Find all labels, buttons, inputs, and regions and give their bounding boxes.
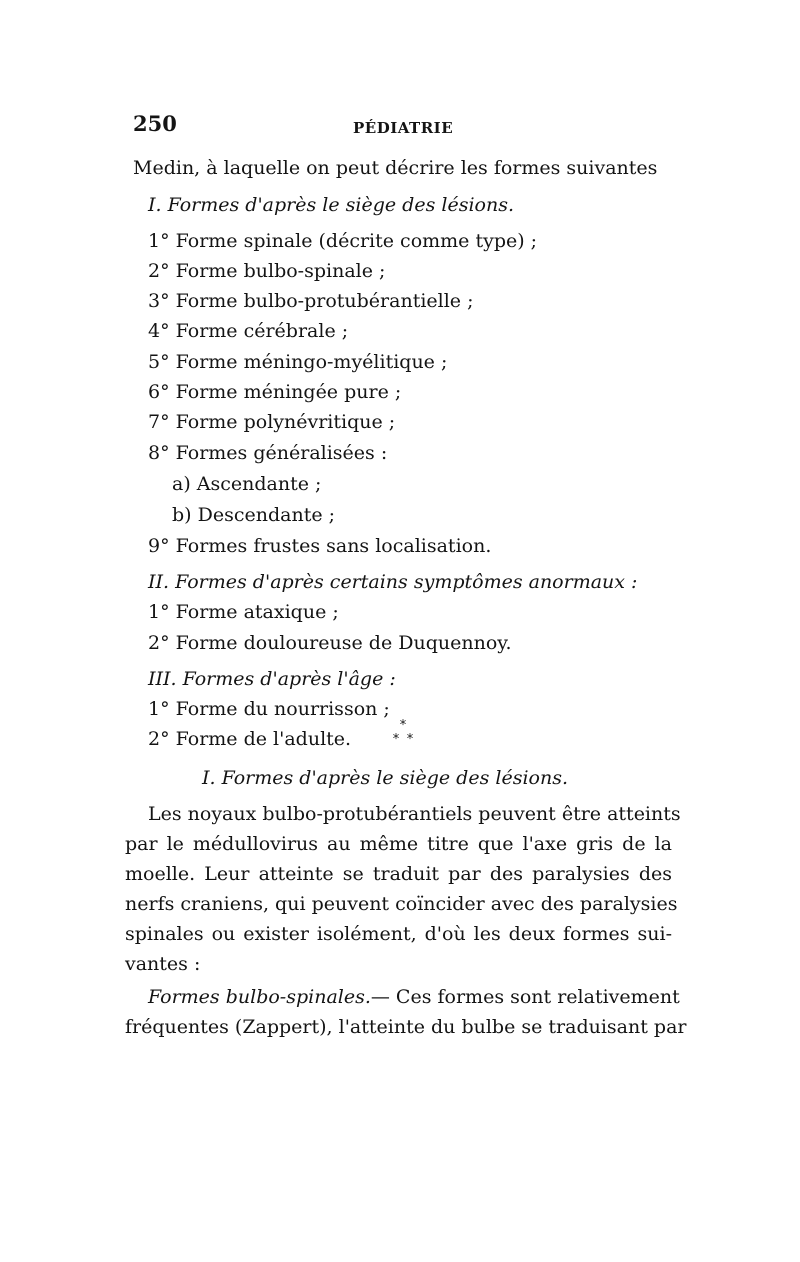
list-item: 7° Forme polynévritique ;	[148, 411, 396, 433]
list-heading-symptomes: II. Formes d'après certains symptômes anormaux :	[148, 571, 638, 593]
running-head: PÉDIATRIE	[353, 119, 454, 137]
asterism-ornament	[388, 718, 418, 748]
list-item: 8° Formes généralisées :	[148, 442, 388, 464]
intro-line: Medin, à laquelle on peut décrire les formes suivantes	[133, 157, 658, 179]
paragraph-line: fréquentes (Zappert), l'atteinte du bulbe se traduisant par	[125, 1016, 687, 1038]
list-item: 6° Forme méningée pure ;	[148, 381, 402, 403]
paragraph2-first-line	[148, 985, 680, 1009]
section-title: I. Formes d'après le siège des lésions.	[202, 767, 568, 789]
paragraph-line: par le médullovirus au même titre que l'axe gris de la	[125, 833, 672, 855]
list-item: 4° Forme cérébrale ;	[148, 320, 349, 342]
list-heading-siege: I. Formes d'après le siège des lésions.	[148, 194, 514, 216]
list-subitem: a) Ascendante ;	[172, 473, 322, 495]
paragraph-line: Les noyaux bulbo-protubérantiels peuvent être atteints	[148, 803, 681, 825]
paragraph-line: vantes :	[125, 953, 201, 975]
svg-text:*: *	[406, 732, 414, 747]
list-heading-age: III. Formes d'après l'âge :	[148, 668, 396, 690]
list-item: 5° Forme méningo-myélitique ;	[148, 351, 448, 373]
page-number: 250	[133, 111, 177, 136]
list-item: 2° Forme de l'adulte.	[148, 728, 352, 750]
list-item: 1° Forme du nourrisson ;	[148, 698, 390, 720]
paragraph-line: spinales ou exister isolément, d'où les deux formes sui-	[125, 923, 672, 945]
paragraph2-line1-rest: — Ces formes sont relativement	[370, 986, 680, 1008]
paragraph2-lead: Formes bulbo-spinales.	[148, 986, 371, 1008]
list-item: 3° Forme bulbo-protubérantielle ;	[148, 290, 474, 312]
list-item: 9° Formes frustes sans localisation.	[148, 535, 492, 557]
svg-text:*: *	[399, 718, 407, 733]
list-item: 2° Forme bulbo-spinale ;	[148, 260, 386, 282]
list-subitem: b) Descendante ;	[172, 504, 336, 526]
list-item: 2° Forme douloureuse de Duquennoy.	[148, 632, 512, 654]
svg-text:*: *	[392, 732, 400, 747]
list-item: 1° Forme spinale (décrite comme type) ;	[148, 230, 538, 252]
paragraph-line: moelle. Leur atteinte se traduit par des paralysies des	[125, 863, 672, 885]
list-item: 1° Forme ataxique ;	[148, 601, 339, 623]
paragraph-line: nerfs craniens, qui peuvent coïncider avec des paralysies	[125, 893, 678, 915]
